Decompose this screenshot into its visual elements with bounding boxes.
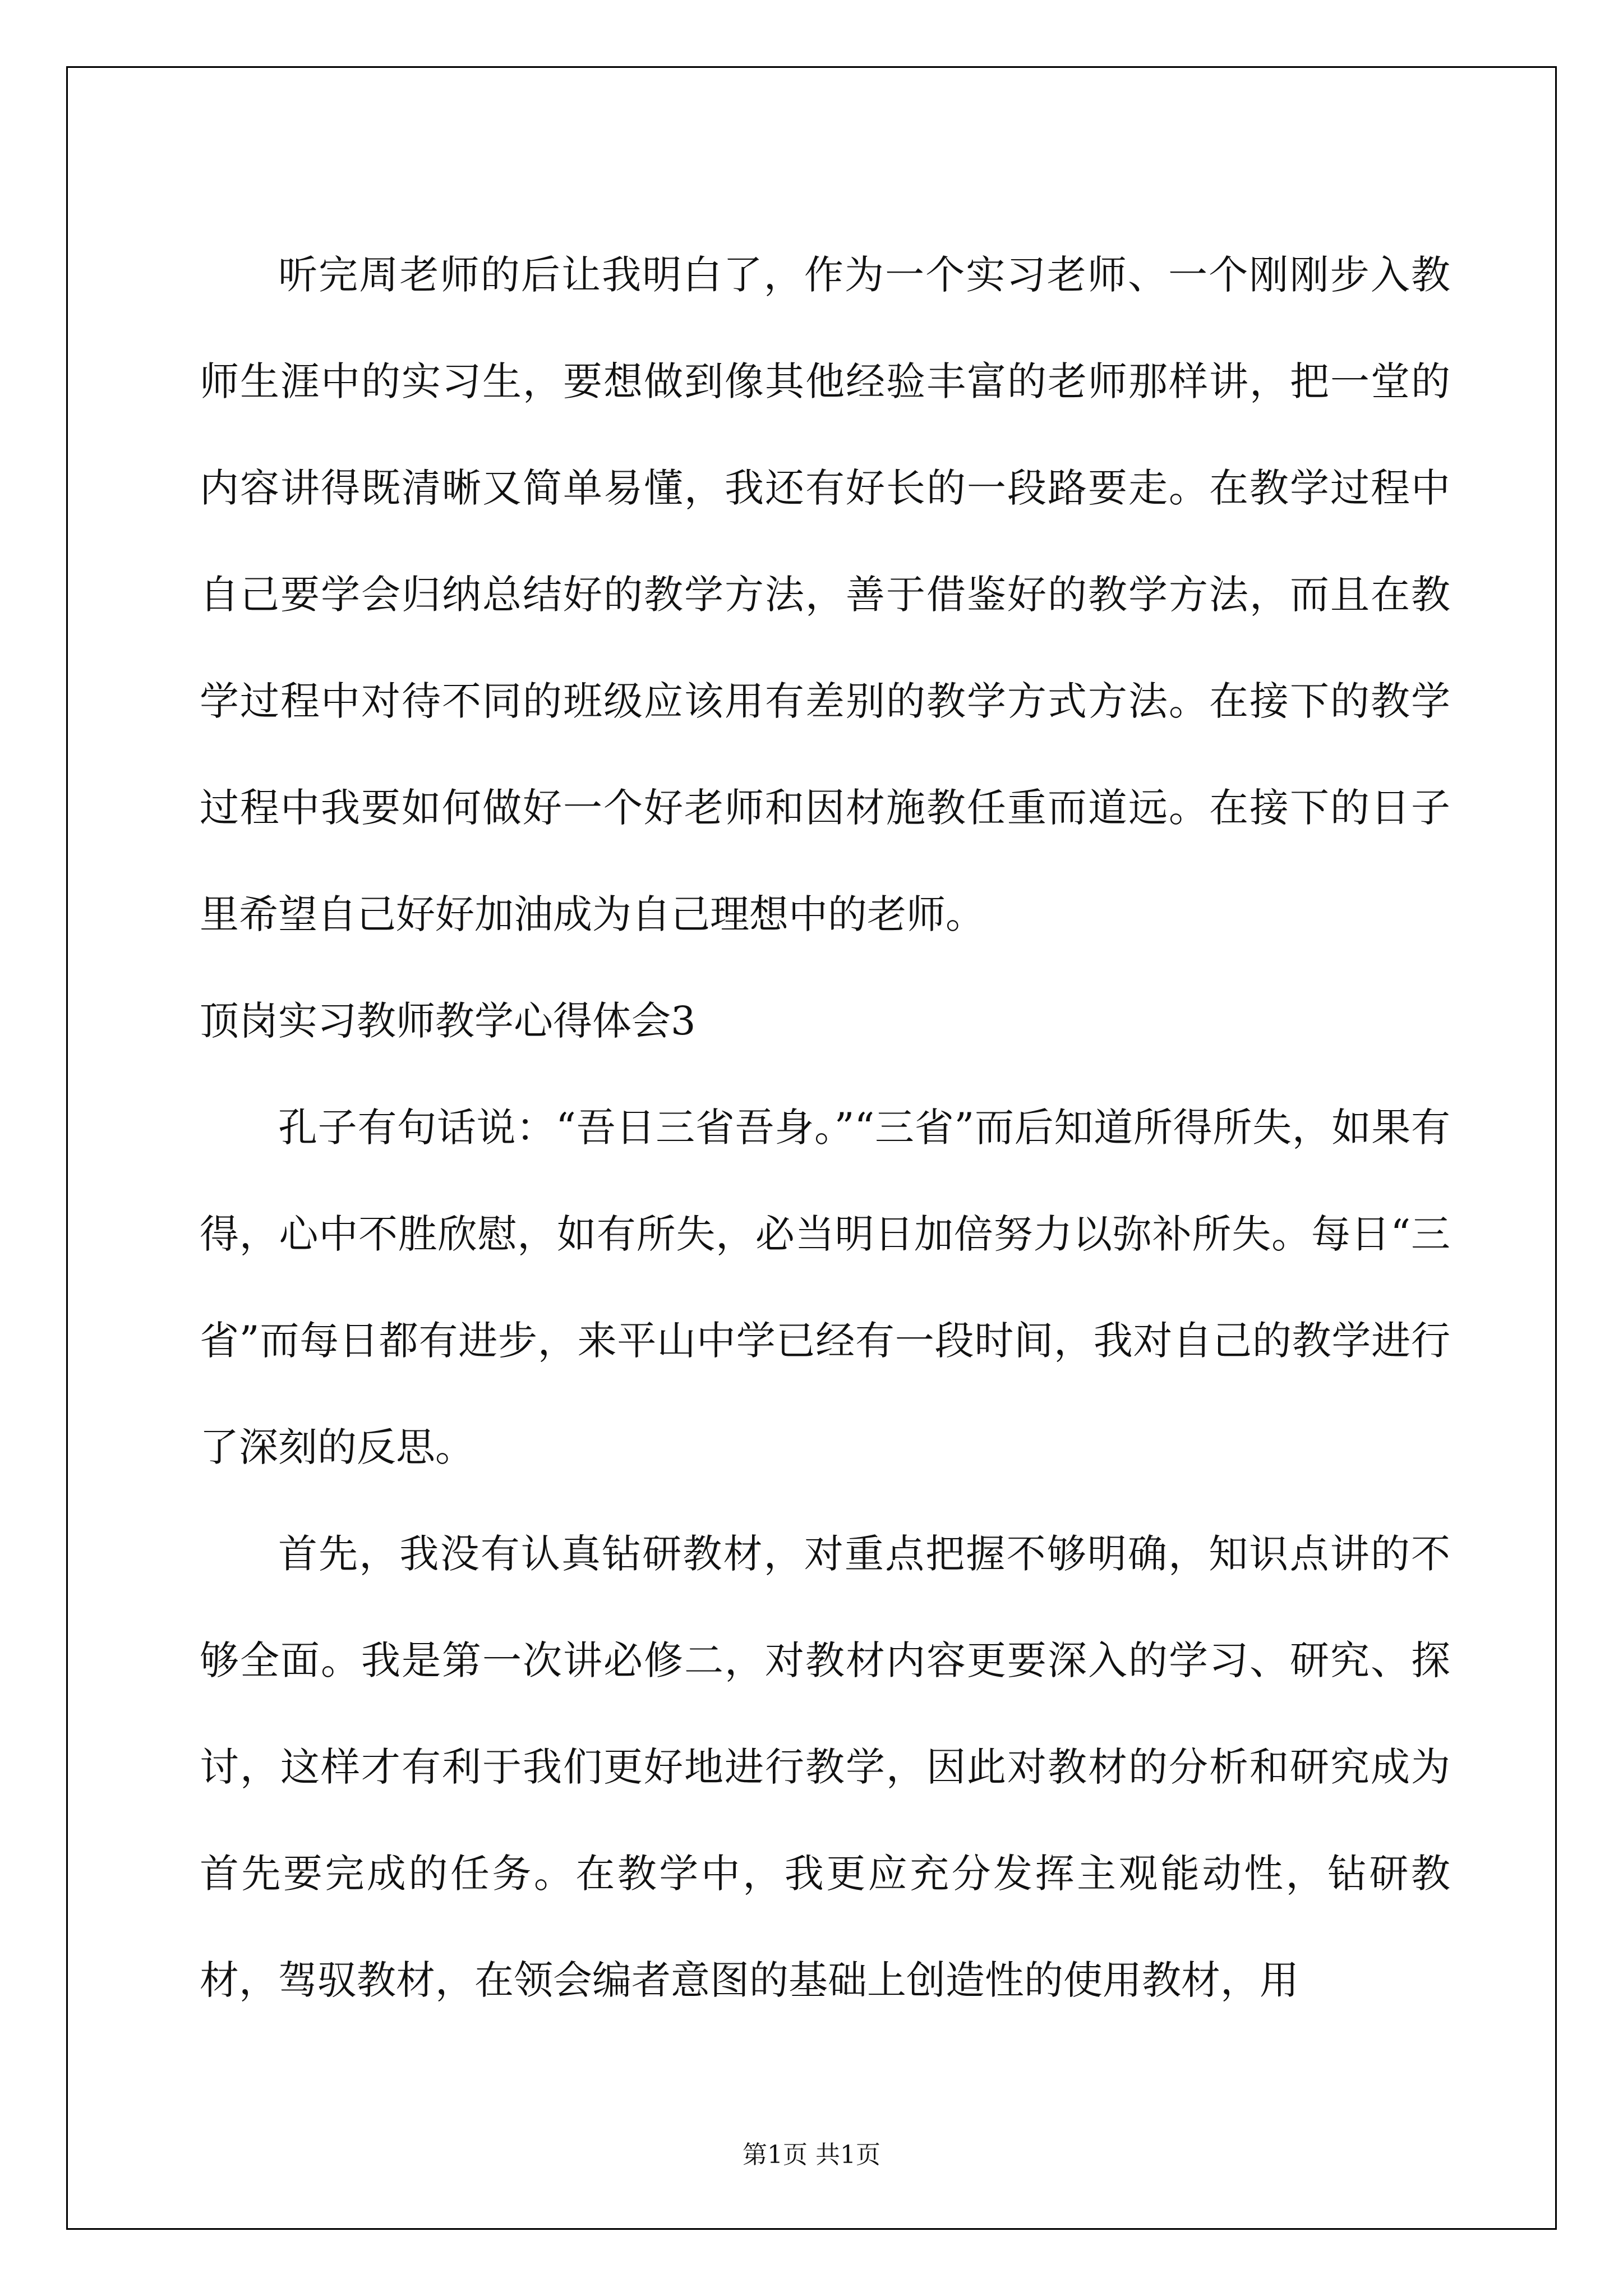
paragraph-1: 听完周老师的后让我明白了，作为一个实习老师、一个刚刚步入教师生涯中的实习生，要想做到像其他经验丰富的老师那样讲，把一堂的内容讲得既清晰又简单易懂，我还有好长的一段路要走。在教学过程中自己要学会归纳总结好的教学方法，善于借鉴好的教学方法，而且在教学过程中对待不同的班级应该用有差别的教学方式方法。在接下的教学过程中我要如何做好一个好老师和因材施教任重而道远。在接下的日子里希望自己好好加油成为自己理想中的老师。	[200, 252, 1450, 937]
page-footer: 第1页 共1页	[743, 2141, 880, 2169]
document-body	[200, 222, 1450, 2033]
paragraph-2: 孔子有句话说：“吾日三省吾身。”“三省”而后知道所得所失，如果有得，心中不胜欣慰，如有所失，必当明日加倍努力以弥补所失。每日“三省”而每日都有进步，来平山中学已经有一段时间，我对自己的教学进行了深刻的反思。	[200, 1105, 1450, 1470]
paragraph-3: 首先，我没有认真钻研教材，对重点把握不够明确，知识点讲的不够全面。我是第一次讲必修二，对教材内容更要深入的学习、研究、探讨，这样才有利于我们更好地进行教学，因此对教材的分析和研究成为首先要完成的任务。在教学中，我更应充分发挥主观能动性，钻研教材，驾驭教材，在领会编者意图的基础上创造性的使用教材，用	[200, 1531, 1450, 2003]
section-heading: 顶岗实习教师教学心得体会3	[200, 998, 696, 1044]
